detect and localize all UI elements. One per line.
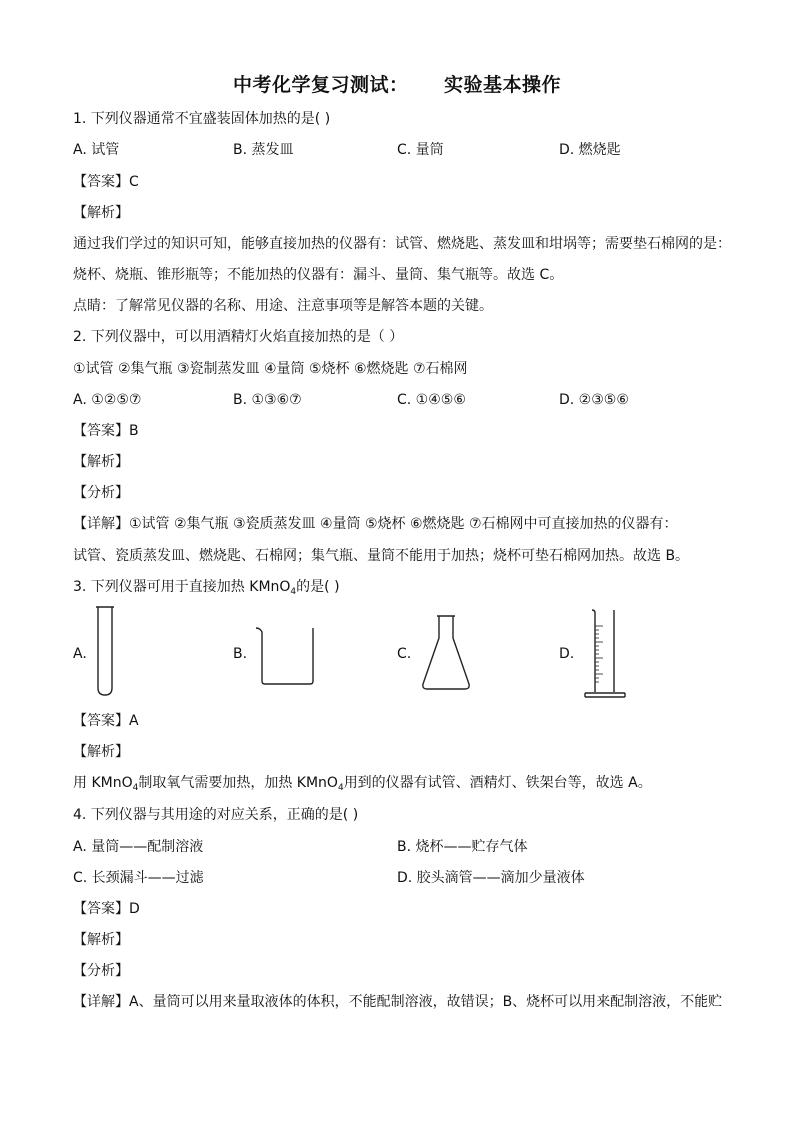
q2-answer: 【答案】B (73, 423, 139, 439)
q1-option-b: B. 蒸发皿 (233, 142, 294, 158)
q3-text-b: 制取氧气需要加热，加热 KMnO (138, 775, 338, 791)
q4-option-c: C. 长颈漏斗——过滤 (73, 870, 204, 886)
q3-option-d: D. (559, 646, 575, 662)
q3-option-a: A. (73, 646, 87, 662)
q3-text-c: 用到的仪器有试管、酒精灯、铁架台等，故选 A。 (343, 775, 652, 791)
q3-text-subscript-1: 4 (132, 783, 139, 793)
q4-detail-1: 【详解】A、量筒可以用来量取液体的体积，不能配制溶液，故错误；B、烧杯可以用来配制溶液，不能贮 (73, 994, 723, 1010)
graduated-cylinder-icon (581, 608, 629, 700)
q2-fenxi-label: 【分析】 (73, 485, 129, 501)
q2-analysis-label: 【解析】 (73, 454, 129, 470)
q1-option-d: D. 燃烧匙 (559, 142, 621, 158)
q3-analysis-label: 【解析】 (73, 744, 129, 760)
q3-option-c: C. (397, 646, 412, 662)
test-tube-icon (94, 606, 116, 698)
q1-option-c: C. 量筒 (397, 142, 444, 158)
q2-detail-2: 试管、瓷质蒸发皿、燃烧匙、石棉网；集气瓶、量筒不能用于加热；烧杯可垫石棉网加热。故选 B。 (73, 548, 690, 564)
q3-stem-text-a: 3. 下列仪器可用于直接加热 KMnO (73, 579, 291, 595)
q2-stem: 2. 下列仪器中，可以用酒精灯火焰直接加热的是（ ） (73, 329, 404, 345)
q3-analysis-text (73, 774, 652, 792)
q1-tip: 点睛：了解常见仪器的名称、用途、注意事项等是解答本题的关键。 (73, 298, 493, 314)
q1-stem: 1. 下列仪器通常不宜盛装固体加热的是( ) (73, 111, 331, 127)
q4-option-a: A. 量筒——配制溶液 (73, 839, 204, 855)
q3-stem (73, 578, 340, 596)
q1-answer: 【答案】C (73, 174, 139, 190)
q3-option-b: B. (233, 646, 248, 662)
q4-answer: 【答案】D (73, 901, 140, 917)
q2-option-a: A. ①②⑤⑦ (73, 392, 142, 408)
q2-option-c: C. ①④⑤⑥ (397, 392, 466, 408)
beaker-icon (254, 625, 318, 687)
q2-option-b: B. ①③⑥⑦ (233, 392, 302, 408)
q3-answer: 【答案】A (73, 713, 139, 729)
q1-analysis-text-1: 通过我们学过的知识可知，能够直接加热的仪器有：试管、燃烧匙、蒸发皿和坩埚等；需要垫石棉网的是： (73, 236, 731, 252)
q3-text-a: 用 KMnO (73, 775, 133, 791)
page-title: 中考化学复习测试： 实验基本操作 (232, 74, 562, 96)
q1-analysis-label: 【解析】 (73, 205, 129, 221)
q1-analysis-text-2: 烧杯、烧瓶、锥形瓶等；不能加热的仪器有：漏斗、量筒、集气瓶等。故选 C。 (73, 267, 564, 283)
q4-stem: 4. 下列仪器与其用途的对应关系，正确的是( ) (73, 807, 359, 823)
q4-option-d: D. 胶头滴管——滴加少量液体 (397, 870, 585, 886)
q2-detail-1: 【详解】①试管 ②集气瓶 ③瓷质蒸发皿 ④量筒 ⑤烧杯 ⑥燃烧匙 ⑦石棉网中可直接加热的仪器有： (73, 516, 678, 532)
q1-option-a: A. 试管 (73, 142, 120, 158)
q2-items: ①试管 ②集气瓶 ③瓷制蒸发皿 ④量筒 ⑤烧杯 ⑥燃烧匙 ⑦石棉网 (73, 361, 468, 377)
q3-stem-subscript: 4 (290, 587, 297, 597)
q4-option-b: B. 烧杯——贮存气体 (397, 839, 528, 855)
q2-option-d: D. ②③⑤⑥ (559, 392, 629, 408)
q4-fenxi-label: 【分析】 (73, 963, 129, 979)
q4-analysis-label: 【解析】 (73, 932, 129, 948)
q3-stem-text-b: 的是( ) (296, 579, 340, 595)
conical-flask-icon (420, 614, 472, 692)
q3-text-subscript-2: 4 (337, 783, 344, 793)
